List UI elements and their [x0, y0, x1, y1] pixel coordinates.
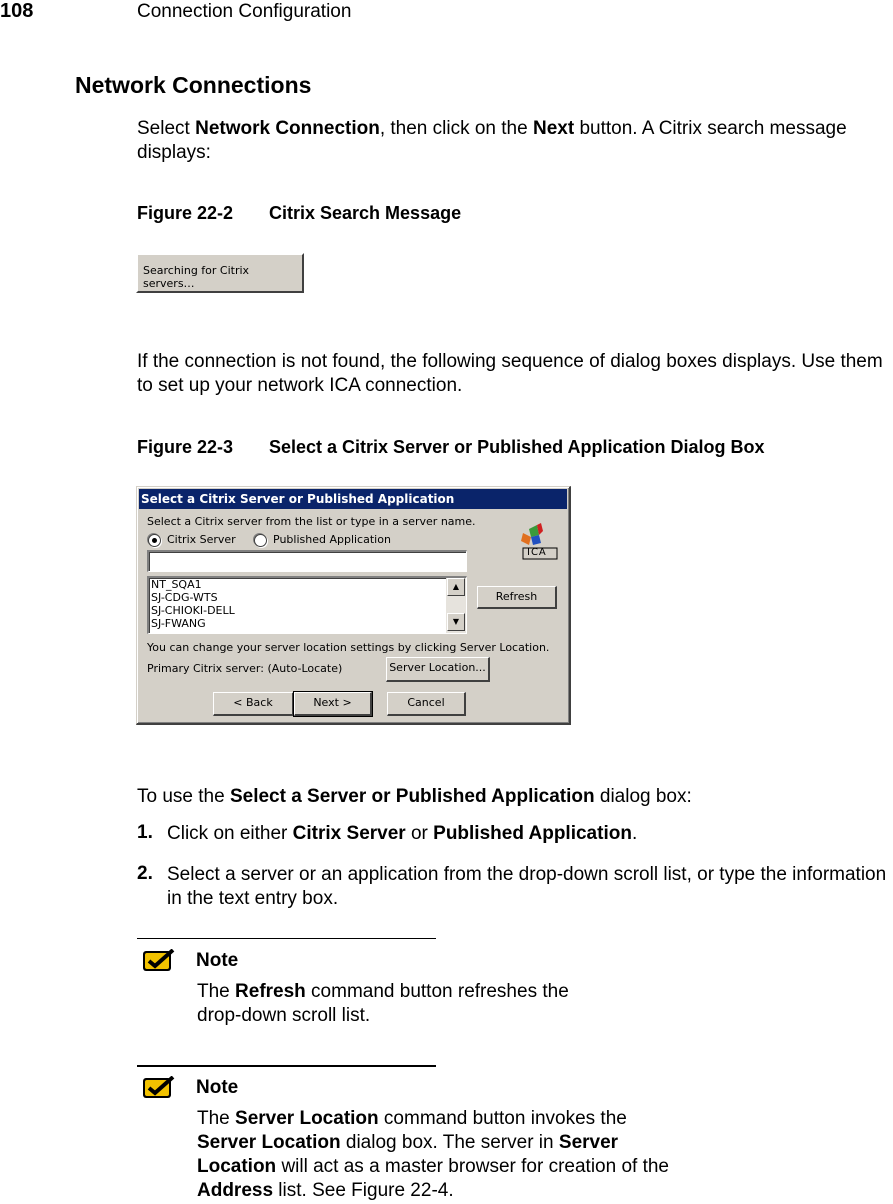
published-application-radio[interactable]	[254, 534, 267, 547]
section-title: Network Connections	[75, 72, 312, 98]
note-heading: Note	[196, 950, 239, 971]
citrix-server-radio-label[interactable]: Citrix Server	[167, 533, 236, 546]
note-text: The Refresh command button refreshes the drop-down scroll list.	[197, 981, 569, 1026]
step-number: 1.	[137, 822, 153, 843]
ica-logo-text: ICA	[527, 547, 547, 558]
server-list-scrollbar[interactable]	[446, 578, 466, 633]
cancel-button[interactable]: Cancel	[387, 692, 466, 716]
page-number: 108	[0, 0, 34, 22]
citrix-search-message: Searching for Citrix servers…	[136, 253, 304, 293]
figure-caption: Figure 22-2 Citrix Search Message	[137, 203, 462, 223]
checkmark-icon	[143, 1076, 175, 1098]
server-list[interactable]	[147, 576, 467, 634]
dialog-title: Select a Citrix Server or Published Application	[139, 489, 567, 509]
published-application-radio-label[interactable]: Published Application	[273, 533, 391, 546]
note-divider	[137, 1065, 436, 1067]
dialog-hint: You can change your server location settings by clicking Server Location.	[147, 641, 550, 654]
note-heading: Note	[196, 1077, 239, 1098]
scroll-up-icon[interactable]: ▲	[447, 578, 465, 596]
running-title: Connection Configuration	[137, 1, 352, 22]
list-item[interactable]: NT_SQA1	[151, 578, 202, 591]
usage-paragraph: To use the Select a Server or Published Application dialog box:	[137, 786, 692, 807]
server-name-input[interactable]	[147, 550, 467, 572]
back-button[interactable]: < Back	[213, 692, 294, 716]
note-divider	[137, 938, 436, 939]
intro-paragraph: Select Network Connection, then click on the Next button. A Citrix search message displays:	[137, 118, 847, 163]
citrix-select-dialog	[136, 486, 571, 725]
server-location-button[interactable]: Server Location...	[386, 657, 490, 682]
step-text: Click on either Citrix Server or Published Application.	[167, 823, 638, 844]
list-item[interactable]: SJ-CHIOKI-DELL	[151, 604, 235, 617]
paragraph: If the connection is not found, the following sequence of dialog boxes displays. Use them to set up your network ICA connection.	[137, 351, 883, 396]
refresh-button[interactable]: Refresh	[477, 586, 557, 609]
checkmark-icon	[143, 949, 175, 971]
step-text: Select a server or an application from the drop-down scroll list, or type the information in the text entry box.	[167, 864, 887, 909]
dialog-instruction: Select a Citrix server from the list or type in a server name.	[147, 515, 476, 528]
list-item[interactable]: SJ-CDG-WTS	[151, 591, 218, 604]
scroll-down-icon[interactable]: ▼	[447, 613, 465, 631]
note-text: The Server Location command button invokes the Server Location dialog box. The server in Server Location will act as a master browser for creation of the Address list. See Figure 22-4.	[197, 1108, 669, 1201]
list-item[interactable]: SJ-FWANG	[151, 617, 206, 630]
primary-server-label: Primary Citrix server: (Auto-Locate)	[147, 662, 343, 675]
figure-caption: Figure 22-3 Select a Citrix Server or Published Application Dialog Box	[137, 437, 765, 457]
citrix-server-radio[interactable]	[148, 534, 161, 547]
step-number: 2.	[137, 863, 153, 884]
next-button[interactable]: Next >	[294, 692, 372, 716]
